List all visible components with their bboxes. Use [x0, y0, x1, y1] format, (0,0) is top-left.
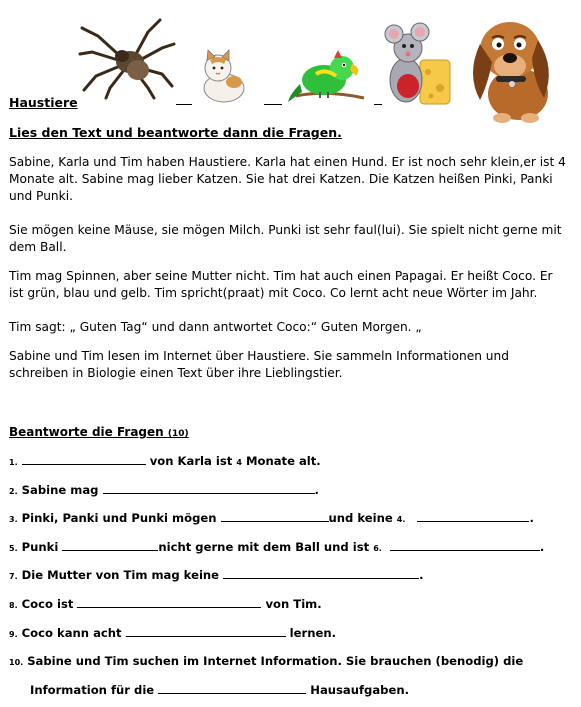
- answer-blank[interactable]: [22, 453, 146, 465]
- picture-blank-1: [176, 104, 192, 105]
- question-text: von Tim.: [261, 597, 322, 611]
- instruction-heading: Lies den Text und beantworte dann die Fragen.: [9, 125, 342, 140]
- questions-heading-text: Beantworte die Fragen: [9, 425, 164, 439]
- answer-blank[interactable]: [62, 539, 158, 551]
- question-text: .: [419, 568, 424, 582]
- picture-blank-2: [264, 104, 282, 105]
- picture-blank-3: [374, 104, 382, 105]
- answer-blank[interactable]: [390, 539, 540, 551]
- answer-blank[interactable]: [158, 682, 306, 694]
- question-2: [9, 482, 319, 497]
- answer-blank[interactable]: [77, 596, 261, 608]
- questions-points: (10): [167, 429, 189, 439]
- question-number: 3.: [9, 515, 18, 524]
- spider-image: [78, 18, 176, 100]
- text-paragraph-2: Sie mögen keine Mäuse, sie mögen Milch. Punki ist sehr faul(lui). Sie spielt nicht gerne mit dem Ball.: [9, 223, 562, 254]
- question-number: 10.: [9, 658, 24, 667]
- question-3: [9, 510, 534, 525]
- text-paragraph-3-quote: Tim sagt: „ Guten Tag“ und dann antwortet Coco:“ Guten Morgen. „: [9, 320, 422, 334]
- mouse-image: [384, 20, 452, 110]
- question-number: 1.: [9, 458, 18, 467]
- question-number: 9.: [9, 630, 18, 639]
- question-number: 7.: [9, 572, 18, 581]
- question-text: Monate alt.: [241, 454, 321, 468]
- question-text: .: [529, 511, 534, 525]
- question-note: 6.: [373, 544, 382, 553]
- question-number: 5.: [9, 544, 18, 553]
- question-text: Pinki, Panki und Punki mögen: [17, 511, 221, 525]
- question-text: Information für die: [30, 683, 159, 697]
- question-text: Die Mutter von Tim mag keine: [17, 568, 224, 582]
- question-1: [9, 453, 321, 468]
- question-text: .: [314, 483, 319, 497]
- answer-blank[interactable]: [103, 482, 315, 494]
- answer-blank[interactable]: [126, 625, 286, 637]
- question-text: Coco ist: [17, 597, 78, 611]
- questions-heading: [9, 425, 189, 439]
- question-text: lernen.: [285, 626, 336, 640]
- question-text: nicht gerne mit dem Ball und ist: [158, 540, 374, 554]
- parrot-image: [286, 48, 370, 106]
- question-text: Sabine mag: [17, 483, 103, 497]
- question-note: 4.: [396, 515, 406, 524]
- question-text: Coco kann acht: [17, 626, 126, 640]
- question-9: [9, 625, 336, 640]
- question-text: von Karla ist: [145, 454, 237, 468]
- page-title: Haustiere: [9, 95, 78, 110]
- question-note: 4: [236, 458, 242, 467]
- cat-image: [198, 48, 250, 104]
- answer-blank[interactable]: [223, 567, 419, 579]
- answer-blank[interactable]: [221, 510, 329, 522]
- question-text: .: [539, 540, 545, 554]
- question-10-line-2: [30, 682, 409, 697]
- question-text: Hausaufgaben.: [306, 683, 409, 697]
- question-8: [9, 596, 322, 611]
- text-paragraph-4: Sabine und Tim lesen im Internet über Haustiere. Sie sammeln Informationen und schreiben in Biologie einen Text über ihre Lieblingstier.: [9, 349, 509, 380]
- question-number: 2.: [9, 487, 18, 496]
- question-text: Sabine und Tim suchen im Internet Information. Sie brauchen (benodig) die: [23, 654, 524, 668]
- question-7: [9, 567, 423, 582]
- text-paragraph-1: Sabine, Karla und Tim haben Haustiere. Karla hat einen Hund. Er ist noch sehr klein,er ist 4 Monate alt. Sabine mag lieber Katzen. Sie hat drei Katzen. Die Katzen heißen Pinki, Panki und Punki.: [9, 155, 566, 203]
- answer-blank[interactable]: [417, 510, 529, 522]
- question-text: und keine: [328, 511, 397, 525]
- question-5: [9, 539, 544, 554]
- dog-image: [458, 14, 568, 126]
- question-10: [9, 654, 523, 668]
- question-number: 8.: [9, 601, 18, 610]
- question-text: Punki: [17, 540, 63, 554]
- text-paragraph-3: Tim mag Spinnen, aber seine Mutter nicht. Tim hat auch einen Papagai. Er heißt Coco. Er ist grün, blau und gelb. Tim spricht(praat) mit Coco. Co lernt acht neue Wörter im Jahr.: [9, 269, 553, 300]
